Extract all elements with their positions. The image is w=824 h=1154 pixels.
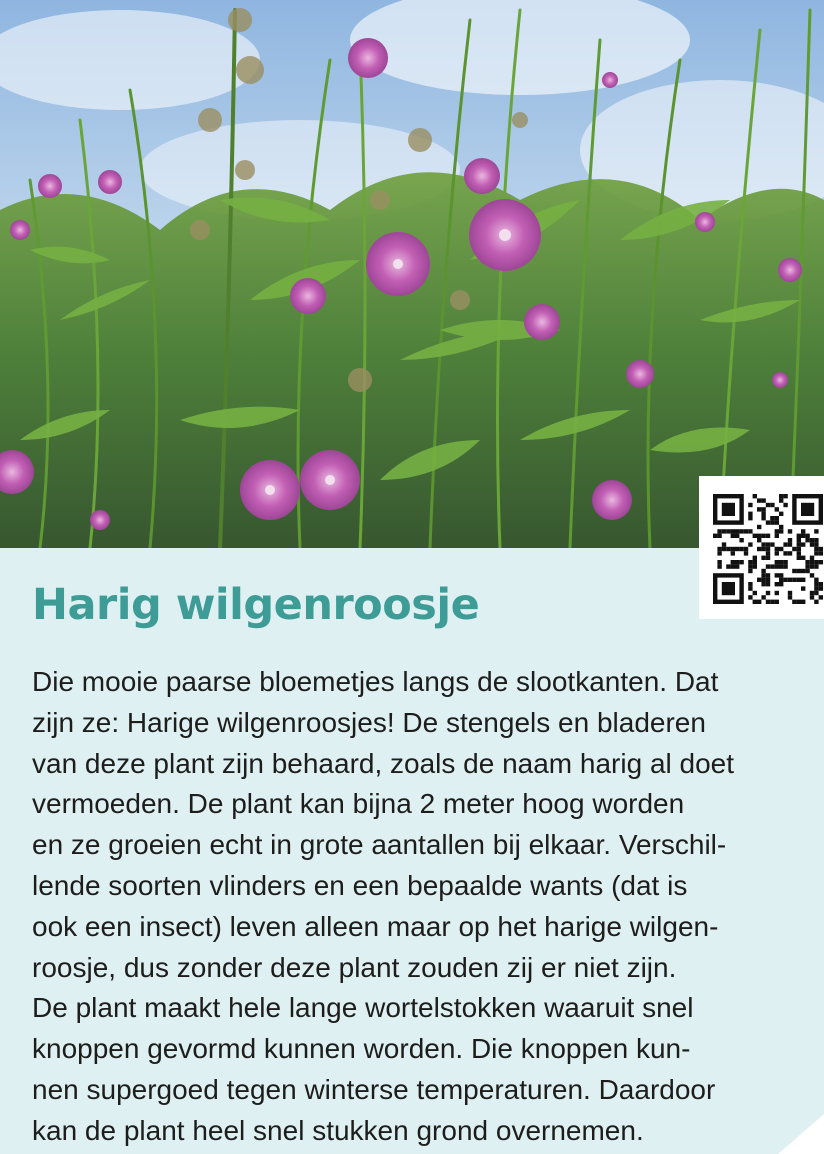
plant-photo — [0, 0, 824, 548]
body-line: lende soorten vlinders en een bepaalde wants (dat is — [32, 869, 688, 901]
body-line: nen supergoed tegen winterse temperaturen. Daardoor — [32, 1073, 716, 1105]
body-line: zijn ze: Harige wilgenroosjes! De stengels en bladeren — [32, 706, 706, 738]
body-line: kan de plant heel snel stukken grond overnemen. — [32, 1114, 644, 1146]
body-line: knoppen gevormd kunnen worden. Die knoppen kun- — [32, 1033, 691, 1065]
page-corner-decoration — [778, 1114, 824, 1154]
body-line: en ze groeien echt in grote aantallen bij elkaar. Verschil- — [32, 829, 727, 861]
page-title: Harig wilgenroosje — [32, 580, 480, 630]
body-line: van deze plant zijn behaard, zoals de naam harig al doet — [32, 747, 735, 779]
body-paragraph — [32, 662, 792, 1152]
body-line: roosje, dus zonder deze plant zouden zij er niet zijn. — [32, 951, 677, 983]
body-line: ook een insect) leven alleen maar op het harige wilgen- — [32, 910, 719, 942]
qr-code[interactable] — [699, 476, 824, 619]
qr-code-icon — [713, 494, 823, 604]
body-line: Die mooie paarse bloemetjes langs de slootkanten. Dat — [32, 666, 719, 697]
body-line: De plant maakt hele lange wortelstokken waaruit snel — [32, 992, 694, 1024]
body-line: vermoeden. De plant kan bijna 2 meter hoog worden — [32, 788, 685, 820]
